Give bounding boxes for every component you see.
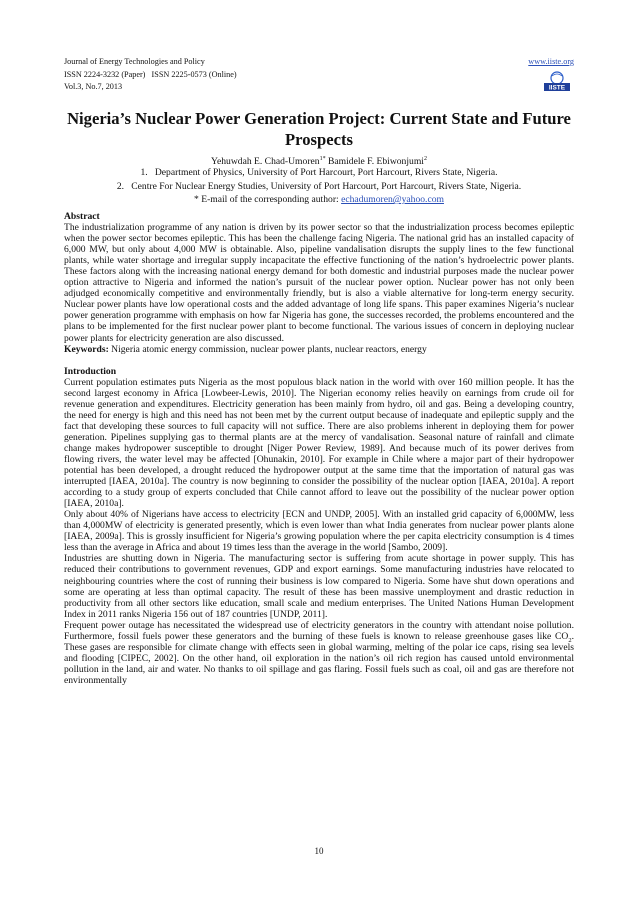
page-header — [64, 56, 574, 94]
paper-title: Nigeria’s Nuclear Power Generation Project: Current State and Future Prospects — [67, 109, 571, 149]
intro-text-part: Frequent power outage has necessitated the widespread use of electricity generators in the country with attendant noise pollution. Furthermore, fossil fuels power these generators and the burning of these fuels is known to release greenhouse gases like CO — [64, 619, 574, 642]
logo-text: IISTE — [548, 84, 566, 92]
website-link[interactable]: www.iiste.org — [528, 57, 574, 66]
author-1: Yehuwdah E. Chad-Umoren — [211, 156, 320, 168]
co2-subscript: 2 — [568, 636, 572, 644]
corresponding-email-line — [64, 193, 574, 207]
keywords-line — [64, 344, 574, 355]
keywords-text: Nigeria atomic energy commission, nuclear power plants, nuclear reactors, energy — [108, 343, 427, 355]
page-number: 10 — [314, 846, 324, 856]
affiliations — [64, 166, 574, 207]
introduction-heading: Introduction — [64, 365, 117, 377]
author-1-marker: 1* — [319, 156, 326, 162]
iiste-logo — [540, 70, 574, 92]
abstract-heading: Abstract — [64, 211, 100, 222]
issn-line: ISSN 2224-3232 (Paper) ISSN 2225-0573 (Online) — [64, 69, 237, 79]
intro-paragraph: Only about 40% of Nigerians have access to electricity [ECN and UNDP, 2005]. With an installed grid capacity of 6,000MW, less than 4,000MW of electricity is generated presently, which is even lower than what India generates from nuclear power plants alone [IAEA, 2009a]. This is grossly insufficient for Nigeria’s growing population where the per capita electricity consumption is 4 times less than the average in Africa and about 19 times less than the average in the world [Sambo, 2009]. — [64, 509, 574, 554]
volume-line: Vol.3, No.7, 2013 — [64, 82, 123, 91]
journal-name: Journal of Energy Technologies and Policy — [64, 57, 205, 66]
email-prefix: * E-mail of the corresponding author: — [194, 194, 342, 206]
intro-paragraph — [64, 620, 574, 686]
affiliation-2: 2. Centre For Nuclear Energy Studies, University of Port Harcourt, Port Harcourt, Rivers State, Nigeria. — [116, 180, 522, 192]
abstract-text: The industrialization programme of any nation is driven by its power sector so that the industrialization process becomes epileptic when the power sector becomes epileptic. This has been the challenge facing Nigeria. The national grid has an installed capacity of 6,000 MW, but only about 4,000 MW is obtainable. Also, pipeline vandalisation disrupts the supply lines to the few functional plants, while water shortage and irregular supply incapacitate the effective functioning of the nation’s hydroelectric power plants. These factors along with the increasing national energy demand for both domestic and industrial purposes made the nuclear power option attractive to Nigeria and informed the nation’s pursuit of the nuclear power option. Nuclear power has not only been adjudged economically competitive and environmentally friendly, but is also a viable alternative for long-term energy security. Nuclear power plants have low operational costs and the added advantage of long life spans. This paper examines Nigeria’s nuclear power generation programme with emphasis on how far Nigeria has gone, the successes recorded, the problems encountered and the plans to be implemented for the first nuclear power plant to become functional. The various issues of concern in deploying nuclear power plants for electricity generation are also discussed. — [64, 222, 574, 344]
intro-paragraph: Industries are shutting down in Nigeria. The manufacturing sector is suffering from acute shortage in power supply. This has reduced their contributions to government revenues, GDP and export earnings. Some manufacturing industries have relocated to neighbouring countries where the cost of running their business is low compared to Nigeria. Some have shut down operations and some are operating at less than optimal capacity. The result of these has been massive unemployment and drastic reduction in productivity from all other sectors like education, small scale and medium enterprises. The United Nations Human Development Index in 2011 ranks Nigeria 156 out of 187 countries [UNDP, 2011]. — [64, 553, 574, 620]
intro-text-part: . These gases are responsible for climate change with effects seen in global warming, melting of the polar ice caps, rising sea levels and flooding [CIPEC, 2002]. On the other hand, oil exploration in the nation’s oil rich region has caused untold environmental pollution in the land, air and water. No thanks to oil spillage and gas flaring. Fossil fuels such as coal, oil and gas are therefore not environmentally — [64, 630, 574, 686]
intro-paragraph: Current population estimates puts Nigeria as the most populous black nation in the world with over 160 million people. It has the second largest economy in Africa [Lowbeer-Lewis, 2010]. The Nigerian economy relies heavily on earnings from crude oil for revenue generation and expenditures. Electricity generation has been mainly from hydro, oil and gas. Being a developing country, the need for energy is high and this need has not been met by the current output because of inadequate and epileptic supply and the fact that developing these sources to full capacity will not suffice. There are also problems inherent in deploying them for power generation. Pipelines supplying gas to thermal plants are at the mercy of vandalisation. Seasonal nature of rainfall and climate change makes hydropower susceptible to drought [Niger Power Review, 1989]. And because much of its power derives from flowing rivers, the water level may be affected [Ohunakin, 2010]. For example in Chile where a major part of their hydropower potential has been developed, a drought reduced the hydropower output at the same time that the importation of natural gas was interrupted [IAEA, 2010a]. The country is now beginning to consider the possibility of the nuclear option [IAEA, 2010a]. A report according to a study group of experts concluded that Chile cannot afford to leave out the possibility of the nuclear power option [IAEA, 2010a]. — [64, 376, 574, 510]
paper-body — [64, 211, 574, 686]
affiliation-1: 1. Department of Physics, University of Port Harcourt, Port Harcourt, Rivers State, Nigeria. — [140, 167, 498, 178]
author-2-marker: 2 — [423, 156, 427, 162]
author-2: Bamidele F. Ebiwonjumi — [327, 156, 424, 168]
email-link[interactable]: echadumoren@yahoo.com — [341, 194, 444, 206]
keywords-label: Keywords: — [64, 343, 109, 355]
